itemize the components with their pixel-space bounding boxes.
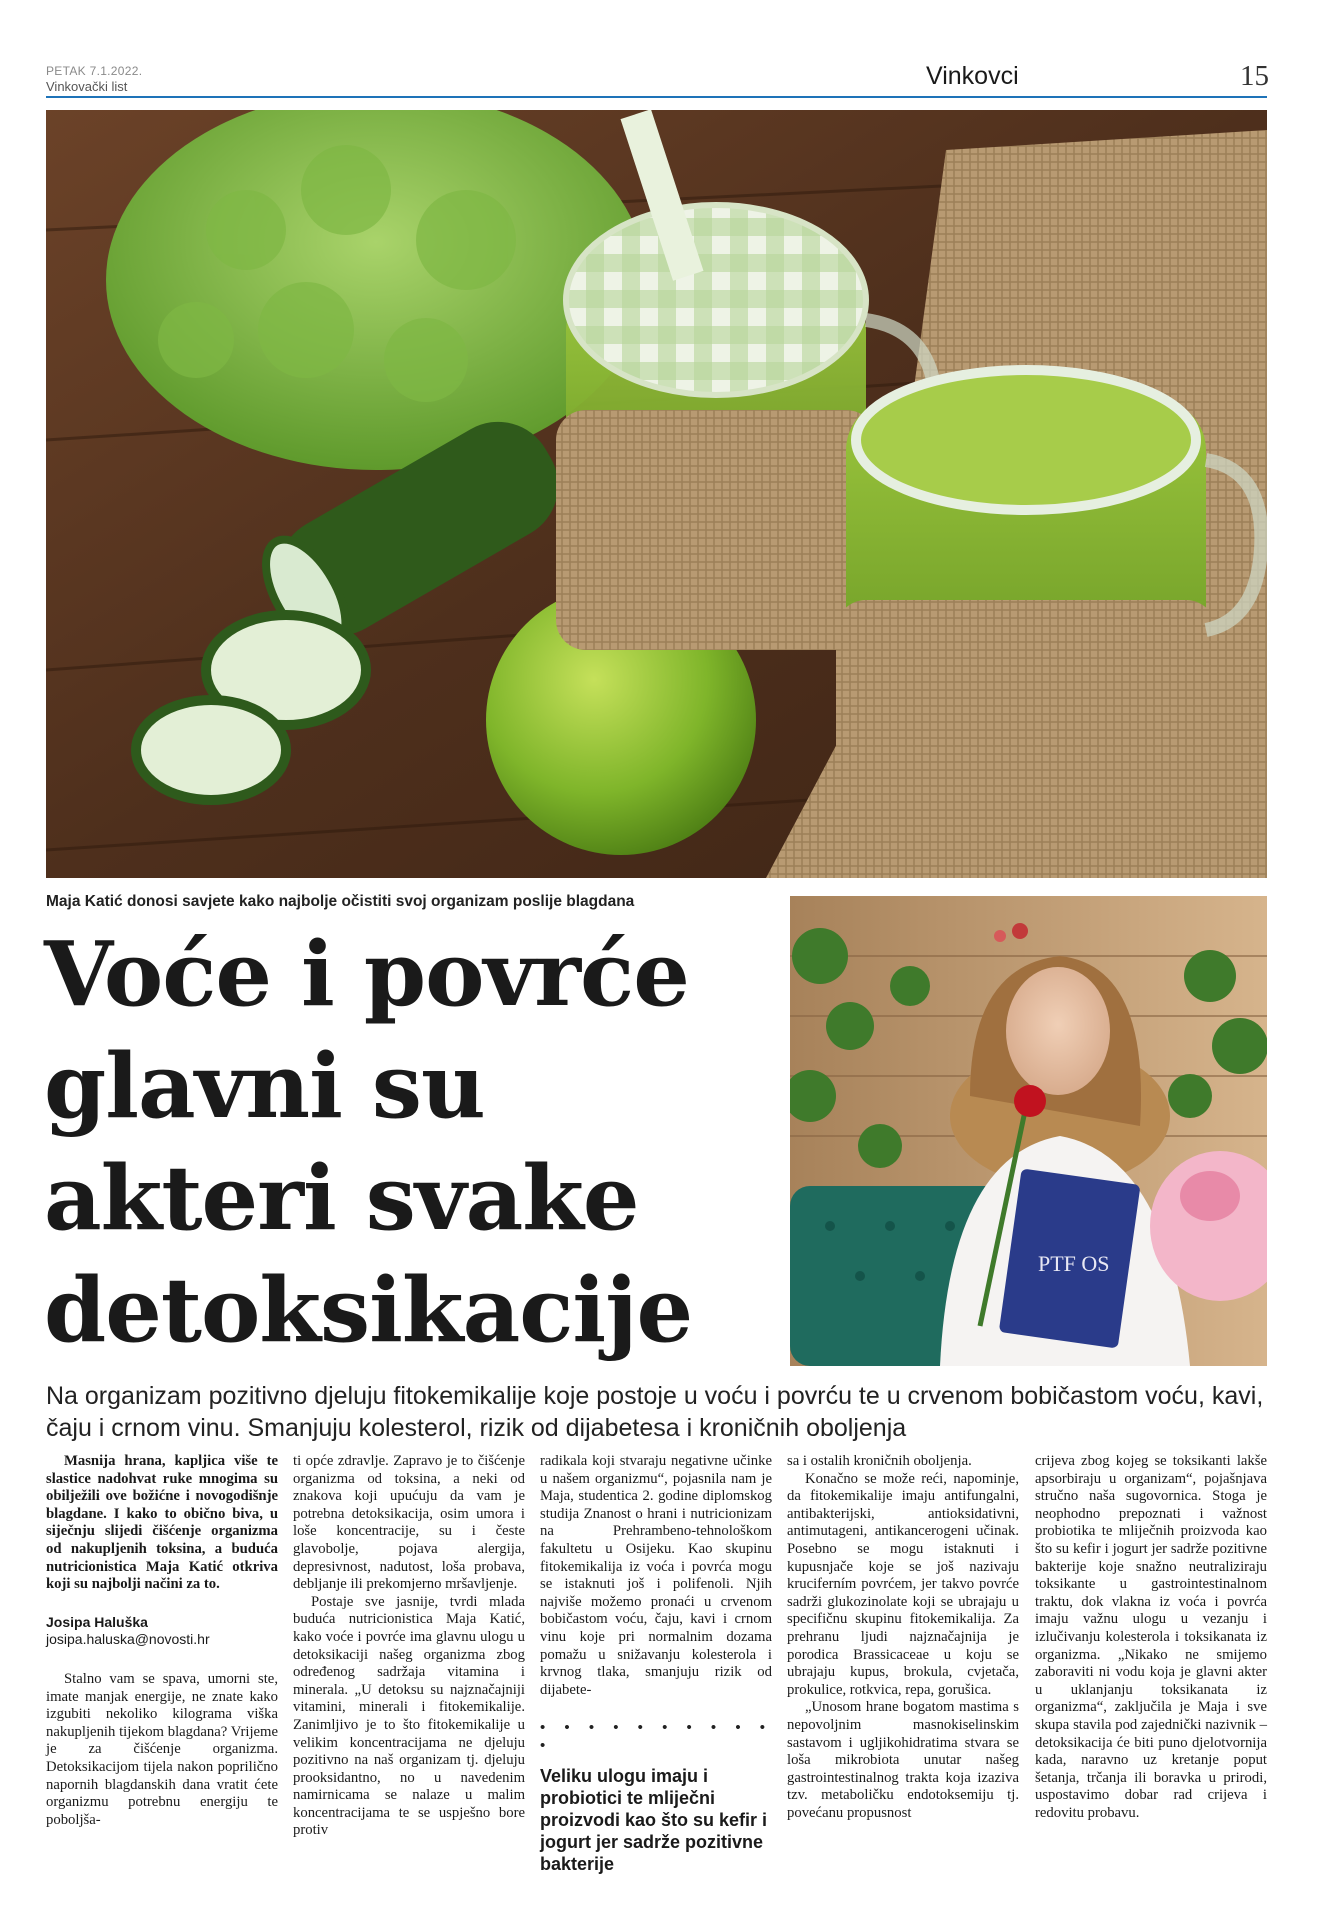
- article-column-1: [46, 1453, 278, 1829]
- headline-line: Voće i povrće: [44, 921, 689, 1026]
- page-number: 15: [1240, 60, 1269, 92]
- folder-label: PTF OS: [1038, 1251, 1110, 1276]
- article-column-2: [293, 1453, 525, 1840]
- headline-line: detoksikacije: [44, 1257, 693, 1362]
- headline-line: glavni su: [44, 1033, 485, 1138]
- body-paragraph: crijeva zbog kojeg se toksikanti lakše apsorbiraju u organizam“, pojašnjava stručno naša sugovornica. Stoga je neophodno prepoznati i važnost probiotika te mliječnih proizvoda kao što su kefir i jogurt jer sadrže pozitivne bakterije koje snažno neutraliziraju toksikante u gastrointestinalnom traktu, dok vlakna iz voća i povrća imaju važnu ulogu u vezanju i izlučivanju kolesterola i toksikanata iz organizma. „Nikako ne smijemo zaboraviti ni vodu koja je glavni akter u uklanjanju toksikanata iz organizma“, zaključila je Maja i sve skupa stavila pod zajednički nazivnik – detoksikacija će biti puno djelotvornija kada, naravno uz kretanje poput šetanja, trčanja ili boravka u prirodi, uspostavimo dobar rad crijeva i redovitu probavu.: [1035, 1453, 1267, 1821]
- publication-name: Vinkovački list: [46, 79, 128, 94]
- section-title: Vinkovci: [926, 62, 1019, 90]
- photo-caption: Maja Katić donosi savjete kako najbolje očistiti svoj organizam poslije blagdana: [46, 893, 635, 910]
- body-paragraph: Stalno vam se spava, umorni ste, imate manjak energije, ne znate kako izgubiti nekoliko kilograma viška nakupljenih tijekom blagdana? Vrijeme je za čišćenje organizma. Detoksikacijom tijela nakon poprilično napornih blagdanskih dana vratit ćete organizmu potrebnu energiju te poboljša-: [46, 1670, 278, 1828]
- headline-line: akteri svake: [44, 1145, 639, 1250]
- headline: [44, 918, 804, 1366]
- article-column-3: [540, 1453, 772, 1875]
- body-paragraph: sa i ostalih kroničnih oboljenja.: [787, 1453, 972, 1469]
- article-column-5: [1035, 1453, 1267, 1822]
- pullquote: Veliku ulogu imaju i probiotici te mliječni proizvodi kao što su kefir i jogurt jer sadrže pozitivne bakterije: [540, 1765, 768, 1874]
- body-paragraph: „Unosom hrane bogatom mastima s nepovoljnim masnokiselinskim sastavom i ugljikohidratima stvara se loša mikrobiota unutar našeg gastrointestinalnog trakta koja izaziva tzv. metaboličku endotoksemiju tj. povećanu propusnost: [787, 1699, 1019, 1821]
- article-column-4: [787, 1453, 1019, 1822]
- article-lede: Na organizam pozitivno djeluju fitokemikalije koje postoje u voću i povrću te u crvenom bobičastom voću, kavi, čaju i crnom vinu. Smanjuju kolesterol, rizik od dijabetesa i kroničnih oboljenja: [46, 1382, 1264, 1442]
- issue-date: PETAK 7.1.2022.: [46, 64, 143, 78]
- body-paragraph: Konačno se može reći, napominje, da fitokemikalije imaju antifungalni, antibakterijski, antioksidativni, antimutageni, antikancerogeni učinak. Posebno se mogu istaknuti i kupusnjače koje se još nazivaju kruciferním povrćem, jer takvo povrće sadrži glukozinolate koji se ubrajaju u specifičnu skupinu fitokemikalija. Za prehranu ljudi najznačajnija je porodica Brassicaceae u koju se ubrajaju kupus, brokula, cvjetača, prokulice, rotkvica, repa, gorušica.: [787, 1470, 1019, 1698]
- author-email[interactable]: josipa.haluska@novosti.hr: [46, 1631, 210, 1648]
- portrait-photo: [790, 896, 1267, 1366]
- header-rule: [46, 96, 1267, 98]
- article-intro: Masnija hrana, kapljica više te slastice nadohvat ruke mnogima su obilježili ove božićne i novogodišnje blagdane. I kako to obično biva, u siječnju slijedi čišćenje organizma od nakupljenih toksina, a buduća nutricionistica Maja Katić otkriva koji su najbolji načini za to.: [46, 1453, 278, 1593]
- body-paragraph: radikala koji stvaraju negativne učinke u našem organizmu“, pojasnila nam je Maja, studentica 2. godine diplomskog studija Znanost o hrani i nutricionizam na Prehrambeno-tehnološkom fakultetu u Osijeku. Kao skupinu fitokemikalija iz voća i povrća mogu se istaknuti još i polifenoli. Njih najviše možemo pronaći u crvenom bobičastom voću, čaju, kavi i crnom vinu koje pri normalnim dozama pomažu u snižavanju kolesterola i krvnog tlaka, smanjuju rizik od dijabete-: [540, 1453, 772, 1698]
- body-paragraph: Postaje sve jasnije, tvrdi mlada buduća nutricionistica Maja Katić, kako voće i povrće ima glavnu ulogu u detoksikaciji našeg organizma zbog određenog sadržaja vitamina i minerala. „U detoksu su najznačajniji vitamini, minerali i fitokemikalije. Zanimljivo je to što fitokemikalije u velikim koncentracijama ne djeluju pozitivno na naš organizam tj. djeluju prooksidantno, no u navedenim namirnicama se nalaze u malim koncentracijama te se uspješno bore protiv: [293, 1593, 525, 1839]
- author-name: Josipa Haluška: [46, 1613, 148, 1630]
- hero-photo: [46, 110, 1267, 878]
- body-paragraph: ti opće zdravlje. Zapravo je to čišćenje organizma od toksina, a neki od znakova koji upućuju da vam je potrebna detoksikacija, osim umora i loše koncentracije, su i česte glavobolje, pojava alergija, depresivnost, nadutost, loša probava, debljanje ili prekomjerno mršavljenje.: [293, 1453, 525, 1593]
- pullquote-dots: • • • • • • • • • • •: [540, 1719, 772, 1754]
